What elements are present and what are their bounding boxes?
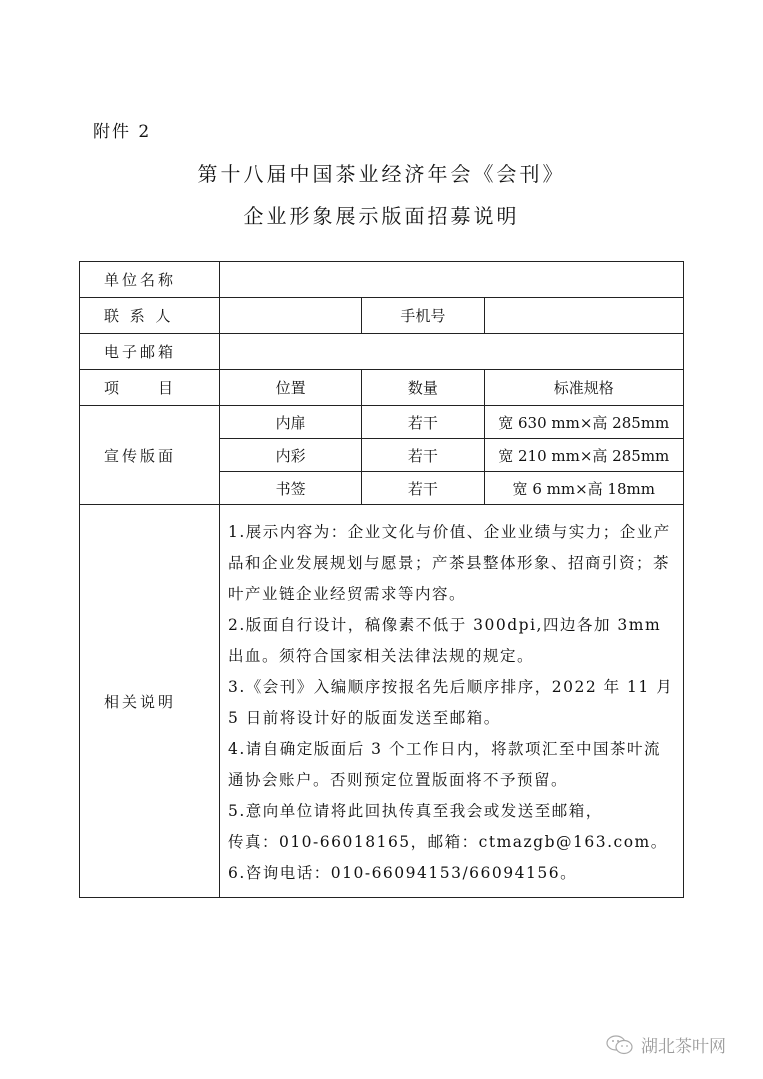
note-item: 5.意向单位请将此回执传真至我会或发送至邮箱， <box>227 802 603 820</box>
attachment-label: 附件 2 <box>93 122 152 142</box>
notes-content <box>219 505 683 898</box>
row-quantity: 若干 <box>362 472 484 505</box>
row-spec: 宽 210 mm×高 285mm <box>484 439 683 472</box>
wechat-icon <box>605 1034 635 1056</box>
note-item: 3.《会刊》入编顺序按报名先后顺序排序，2022 年 11 月 5 日前将设计好的版面发送至邮箱。 <box>227 678 674 727</box>
note-item: 4.请自确定版面后 3 个工作日内，将款项汇至中国茶叶流通协会账户。否则预定位置版面将不予预留。 <box>227 740 661 789</box>
notes-label: 相关说明 <box>80 505 220 898</box>
header-quantity: 数量 <box>362 370 484 406</box>
mobile-field[interactable] <box>484 298 683 334</box>
row-quantity: 若干 <box>362 439 484 472</box>
notes-row <box>80 505 684 898</box>
header-position: 位置 <box>219 370 361 406</box>
watermark-text: 湖北茶叶网 <box>641 1037 726 1057</box>
unit-name-field[interactable] <box>219 262 683 298</box>
contact-row <box>80 298 684 334</box>
note-item: 6.咨询电话：010-66094153/66094156。 <box>227 864 578 882</box>
section-label: 宣传版面 <box>80 406 220 505</box>
unit-name-label: 单位名称 <box>80 262 220 298</box>
header-spec: 标准规格 <box>484 370 683 406</box>
note-item: 传真：010-66018165，邮箱：ctmazgb@163.com。 <box>227 833 668 851</box>
document-subtitle: 企业形象展示版面招募说明 <box>243 204 520 228</box>
mobile-label: 手机号 <box>362 298 484 334</box>
note-item: 1.展示内容为：企业文化与价值、企业业绩与实力；企业产品和企业发展规划与愿景；产茶县整体形象、招商引资；茶叶产业链企业经贸需求等内容。 <box>227 523 671 603</box>
watermark <box>605 1032 726 1057</box>
email-field[interactable] <box>219 334 683 370</box>
contact-field[interactable] <box>219 298 361 334</box>
document-title: 第十八届中国茶业经济年会《会刊》 <box>197 162 566 186</box>
row-position: 内扉 <box>219 406 361 439</box>
email-label: 电子邮箱 <box>80 334 220 370</box>
header-item: 项 目 <box>80 370 220 406</box>
row-quantity: 若干 <box>362 406 484 439</box>
table-header-row <box>80 370 684 406</box>
note-item: 2.版面自行设计，稿像素不低于 300dpi,四边各加 3mm 出血。须符合国家相关法律法规的规定。 <box>227 616 662 665</box>
unit-name-row <box>80 262 684 298</box>
contact-label: 联 系 人 <box>80 298 220 334</box>
table-row <box>80 406 684 439</box>
row-spec: 宽 630 mm×高 285mm <box>484 406 683 439</box>
row-position: 内彩 <box>219 439 361 472</box>
application-form-table <box>79 261 684 898</box>
row-position: 书签 <box>219 472 361 505</box>
row-spec: 宽 6 mm×高 18mm <box>484 472 683 505</box>
email-row <box>80 334 684 370</box>
